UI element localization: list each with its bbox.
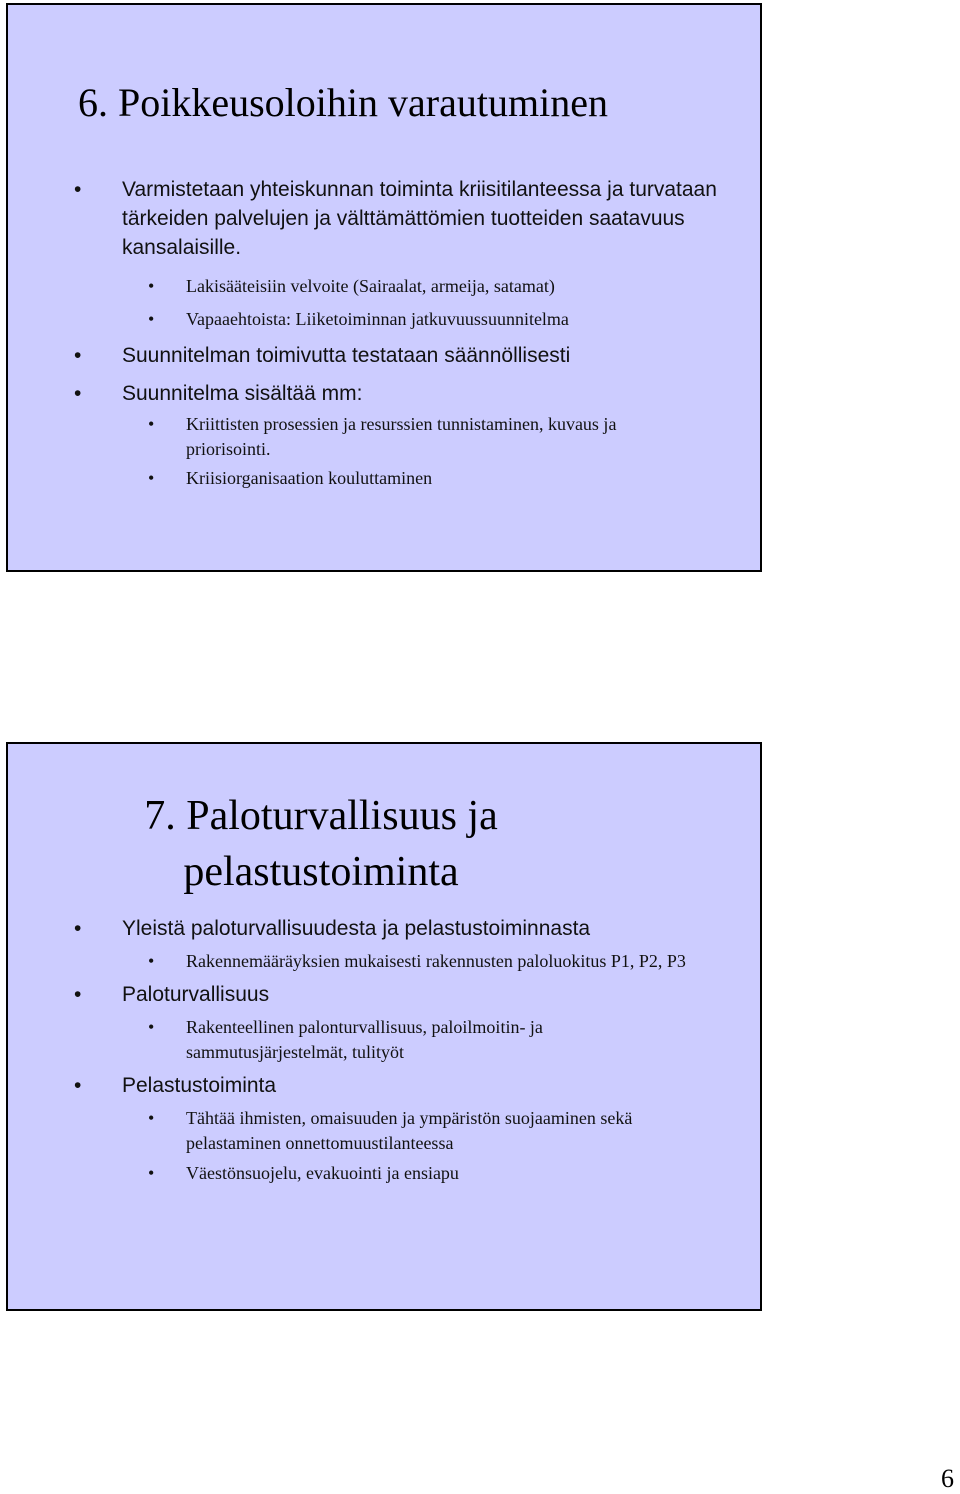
bullet-level2: • Kriisiorganisaation kouluttaminen: [8, 466, 760, 491]
bullet-level1: • Suunnitelman toimivutta testataan säännöllisesti: [8, 341, 760, 370]
slide-6: [6, 3, 762, 572]
slide-body: [8, 914, 760, 1186]
bullet-level2: • Tähtää ihmisten, omaisuuden ja ympäristön suojaaminen sekä pelastaminen onnettomuustilanteessa: [8, 1106, 760, 1156]
slide-title: 7. Paloturvallisuus ja pelastustoiminta: [144, 793, 498, 895]
bullet-level1: • Paloturvallisuus: [8, 980, 760, 1009]
bullet-level1: • Varmistetaan yhteiskunnan toiminta kriisitilanteessa ja turvataan tärkeiden palvelujen ja välttämättömien tuotteiden saatavuus kansalaisille.: [8, 175, 760, 262]
bullet-level2: • Kriittisten prosessien ja resurssien tunnistaminen, kuvaus ja priorisointi.: [8, 412, 760, 462]
slide-7: [6, 742, 762, 1311]
bullet-level2: • Vapaaehtoista: Liiketoiminnan jatkuvuussuunnitelma: [8, 307, 760, 332]
bullet-level2: • Rakennemääräyksien mukaisesti rakennusten paloluokitus P1, P2, P3: [8, 949, 760, 974]
bullet-level1: • Pelastustoiminta: [8, 1071, 760, 1100]
bullet-level2: • Väestönsuojelu, evakuointi ja ensiapu: [8, 1161, 760, 1186]
slide-body: [8, 175, 760, 491]
page-number: 6: [941, 1464, 954, 1493]
bullet-level1: • Yleistä paloturvallisuudesta ja pelastustoiminnasta: [8, 914, 760, 943]
bullet-level2: • Rakenteellinen palonturvallisuus, paloilmoitin- ja sammutusjärjestelmät, tulityöt: [8, 1015, 760, 1065]
slide-title: 6. Poikkeusoloihin varautuminen: [78, 80, 608, 125]
bullet-level1: • Suunnitelma sisältää mm:: [8, 379, 760, 408]
bullet-level2: • Lakisääteisiin velvoite (Sairaalat, armeija, satamat): [8, 274, 760, 299]
